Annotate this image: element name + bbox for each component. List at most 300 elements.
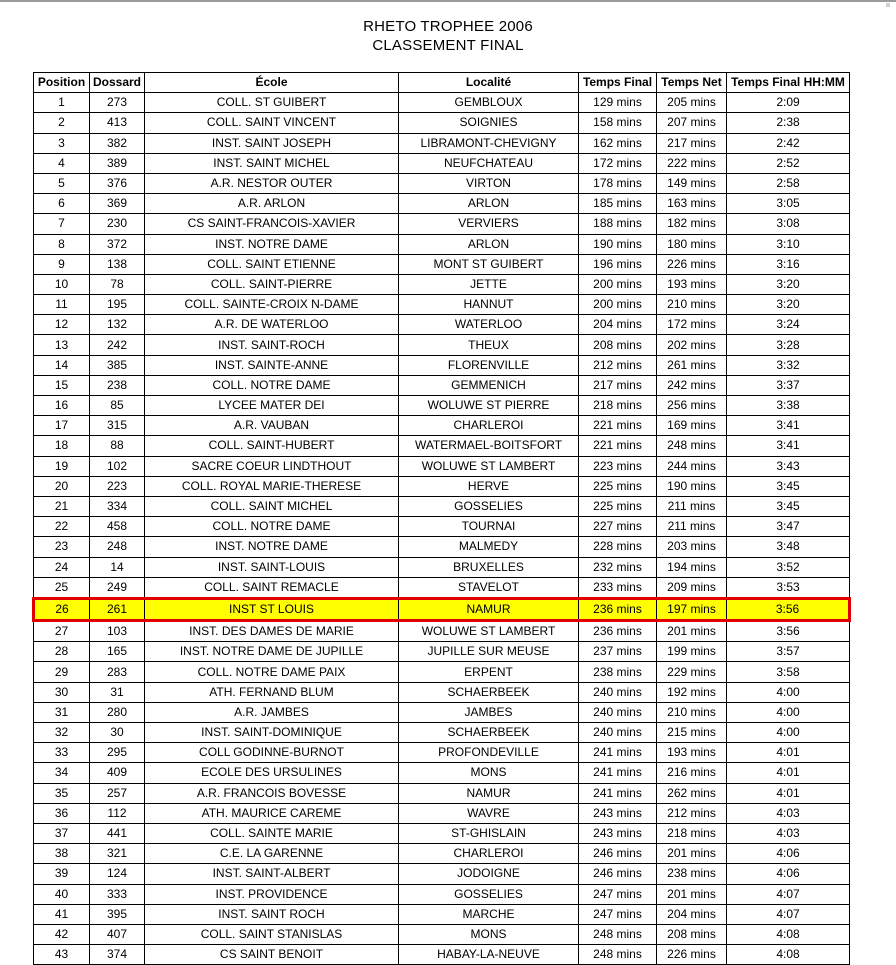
cell-dossard: 165 — [90, 642, 145, 662]
cell-temps-net: 222 mins — [657, 153, 727, 173]
cell-temps-hhmm: 2:42 — [727, 133, 850, 153]
cell-localite: JETTE — [399, 274, 579, 294]
cell-position: 17 — [34, 416, 90, 436]
table-row — [34, 214, 850, 234]
cell-localite: WATERMAEL-BOITSFORT — [399, 436, 579, 456]
cell-temps-hhmm: 2:09 — [727, 93, 850, 113]
cell-temps-hhmm: 3:43 — [727, 456, 850, 476]
table-row — [34, 173, 850, 193]
header-temps-hhmm: Temps Final HH:MM — [727, 73, 850, 93]
cell-temps-hhmm: 2:52 — [727, 153, 850, 173]
cell-temps-hhmm: 3:10 — [727, 234, 850, 254]
cell-ecole: INST. DES DAMES DE MARIE — [145, 621, 399, 642]
cell-dossard: 132 — [90, 315, 145, 335]
cell-position: 24 — [34, 557, 90, 577]
cell-temps-final: 200 mins — [579, 274, 657, 294]
cell-localite: JAMBES — [399, 702, 579, 722]
table-row — [34, 783, 850, 803]
cell-temps-net: 149 mins — [657, 173, 727, 193]
cell-localite: LIBRAMONT-CHEVIGNY — [399, 133, 579, 153]
cell-temps-final: 221 mins — [579, 436, 657, 456]
cell-ecole: COLL. ST GUIBERT — [145, 93, 399, 113]
cell-position: 21 — [34, 496, 90, 516]
cell-dossard: 407 — [90, 924, 145, 944]
cell-position: 1 — [34, 93, 90, 113]
cell-position: 42 — [34, 924, 90, 944]
cell-temps-net: 205 mins — [657, 93, 727, 113]
cell-dossard: 409 — [90, 763, 145, 783]
cell-temps-final: 236 mins — [579, 598, 657, 620]
cell-dossard: 369 — [90, 194, 145, 214]
table-row — [34, 823, 850, 843]
table-row — [34, 476, 850, 496]
table-row — [34, 723, 850, 743]
header-dossard: Dossard — [90, 73, 145, 93]
cell-temps-final: 190 mins — [579, 234, 657, 254]
cell-localite: STAVELOT — [399, 577, 579, 598]
cell-temps-net: 203 mins — [657, 537, 727, 557]
cell-dossard: 372 — [90, 234, 145, 254]
cell-temps-final: 200 mins — [579, 295, 657, 315]
cell-position: 3 — [34, 133, 90, 153]
document-title: RHETO TROPHEE 2006 — [363, 18, 533, 35]
cell-temps-final: 241 mins — [579, 743, 657, 763]
cell-temps-hhmm: 4:07 — [727, 904, 850, 924]
cell-dossard: 112 — [90, 803, 145, 823]
cell-temps-hhmm: 3:56 — [727, 621, 850, 642]
cell-ecole: INST. SAINT JOSEPH — [145, 133, 399, 153]
cell-temps-final: 227 mins — [579, 517, 657, 537]
cell-temps-hhmm: 4:06 — [727, 864, 850, 884]
cell-temps-final: 129 mins — [579, 93, 657, 113]
cell-temps-net: 193 mins — [657, 743, 727, 763]
cell-temps-final: 188 mins — [579, 214, 657, 234]
table-row — [34, 315, 850, 335]
cell-localite: WOLUWE ST LAMBERT — [399, 456, 579, 476]
cell-localite: MALMEDY — [399, 537, 579, 557]
table-row — [34, 375, 850, 395]
cell-ecole: INST ST LOUIS — [145, 598, 399, 620]
cell-localite: SOIGNIES — [399, 113, 579, 133]
header-position: Position — [34, 73, 90, 93]
cell-ecole: C.E. LA GARENNE — [145, 844, 399, 864]
cell-temps-hhmm: 3:56 — [727, 598, 850, 620]
cell-dossard: 261 — [90, 598, 145, 620]
cell-position: 35 — [34, 783, 90, 803]
cell-temps-net: 163 mins — [657, 194, 727, 214]
table-row — [34, 234, 850, 254]
cell-ecole: ECOLE DES URSULINES — [145, 763, 399, 783]
cell-temps-hhmm: 3:57 — [727, 642, 850, 662]
cell-temps-final: 158 mins — [579, 113, 657, 133]
cell-temps-net: 208 mins — [657, 924, 727, 944]
table-row — [34, 396, 850, 416]
results-table — [32, 72, 851, 965]
cell-temps-final: 240 mins — [579, 682, 657, 702]
cell-temps-hhmm: 4:01 — [727, 743, 850, 763]
cell-position: 27 — [34, 621, 90, 642]
cell-temps-final: 246 mins — [579, 844, 657, 864]
cell-localite: WOLUWE ST LAMBERT — [399, 621, 579, 642]
cell-dossard: 315 — [90, 416, 145, 436]
cell-dossard: 385 — [90, 355, 145, 375]
table-row — [34, 194, 850, 214]
cell-dossard: 321 — [90, 844, 145, 864]
cell-ecole: COLL. SAINT MICHEL — [145, 496, 399, 516]
cell-localite: ERPENT — [399, 662, 579, 682]
cell-position: 40 — [34, 884, 90, 904]
table-row — [34, 884, 850, 904]
cell-ecole: INST. SAINT ROCH — [145, 904, 399, 924]
cell-ecole: A.R. NESTOR OUTER — [145, 173, 399, 193]
cell-temps-final: 236 mins — [579, 621, 657, 642]
cell-dossard: 458 — [90, 517, 145, 537]
cell-dossard: 280 — [90, 702, 145, 722]
cell-localite: WOLUWE ST PIERRE — [399, 396, 579, 416]
cell-ecole: INST. SAINT-ROCH — [145, 335, 399, 355]
cell-localite: NAMUR — [399, 783, 579, 803]
cell-temps-net: 193 mins — [657, 274, 727, 294]
cell-dossard: 30 — [90, 723, 145, 743]
cell-temps-final: 172 mins — [579, 153, 657, 173]
cell-temps-hhmm: 4:08 — [727, 945, 850, 965]
cell-ecole: INST. SAINT-LOUIS — [145, 557, 399, 577]
cell-ecole: LYCEE MATER DEI — [145, 396, 399, 416]
cell-localite: FLORENVILLE — [399, 355, 579, 375]
window-corner-mark — [886, 3, 890, 7]
cell-localite: MONS — [399, 763, 579, 783]
cell-temps-final: 178 mins — [579, 173, 657, 193]
table-row — [34, 274, 850, 294]
cell-temps-final: 248 mins — [579, 924, 657, 944]
cell-ecole: INST. SAINTE-ANNE — [145, 355, 399, 375]
cell-temps-hhmm: 3:05 — [727, 194, 850, 214]
cell-temps-net: 229 mins — [657, 662, 727, 682]
cell-temps-net: 172 mins — [657, 315, 727, 335]
cell-position: 20 — [34, 476, 90, 496]
cell-localite: ARLON — [399, 234, 579, 254]
cell-temps-net: 192 mins — [657, 682, 727, 702]
cell-position: 12 — [34, 315, 90, 335]
cell-temps-final: 248 mins — [579, 945, 657, 965]
cell-temps-final: 240 mins — [579, 723, 657, 743]
cell-ecole: INST. SAINT MICHEL — [145, 153, 399, 173]
cell-localite: JODOIGNE — [399, 864, 579, 884]
cell-temps-hhmm: 3:41 — [727, 416, 850, 436]
cell-ecole: COLL. SAINT STANISLAS — [145, 924, 399, 944]
cell-dossard: 248 — [90, 537, 145, 557]
table-row — [34, 621, 850, 642]
cell-temps-net: 190 mins — [657, 476, 727, 496]
table-row — [34, 517, 850, 537]
cell-temps-hhmm: 3:37 — [727, 375, 850, 395]
cell-dossard: 195 — [90, 295, 145, 315]
cell-temps-net: 197 mins — [657, 598, 727, 620]
cell-position: 4 — [34, 153, 90, 173]
cell-temps-final: 233 mins — [579, 577, 657, 598]
cell-dossard: 376 — [90, 173, 145, 193]
cell-temps-net: 210 mins — [657, 295, 727, 315]
cell-temps-hhmm: 3:08 — [727, 214, 850, 234]
table-row — [34, 844, 850, 864]
cell-position: 39 — [34, 864, 90, 884]
cell-ecole: INST. NOTRE DAME DE JUPILLE — [145, 642, 399, 662]
cell-position: 28 — [34, 642, 90, 662]
cell-temps-hhmm: 4:00 — [727, 723, 850, 743]
table-row — [34, 436, 850, 456]
cell-dossard: 295 — [90, 743, 145, 763]
cell-ecole: COLL. SAINT-HUBERT — [145, 436, 399, 456]
table-row — [34, 557, 850, 577]
table-body — [34, 93, 850, 965]
cell-position: 25 — [34, 577, 90, 598]
cell-temps-net: 261 mins — [657, 355, 727, 375]
cell-temps-final: 243 mins — [579, 823, 657, 843]
cell-localite: CHARLEROI — [399, 416, 579, 436]
cell-localite: VIRTON — [399, 173, 579, 193]
cell-dossard: 223 — [90, 476, 145, 496]
cell-temps-hhmm: 4:01 — [727, 783, 850, 803]
table-row — [34, 537, 850, 557]
cell-temps-hhmm: 4:01 — [727, 763, 850, 783]
table-row — [34, 496, 850, 516]
cell-position: 31 — [34, 702, 90, 722]
cell-position: 38 — [34, 844, 90, 864]
cell-localite: MONS — [399, 924, 579, 944]
cell-temps-final: 243 mins — [579, 803, 657, 823]
cell-localite: ARLON — [399, 194, 579, 214]
cell-dossard: 257 — [90, 783, 145, 803]
table-row — [34, 763, 850, 783]
cell-temps-hhmm: 3:52 — [727, 557, 850, 577]
cell-localite: NAMUR — [399, 598, 579, 620]
cell-position: 16 — [34, 396, 90, 416]
cell-ecole: A.R. FRANCOIS BOVESSE — [145, 783, 399, 803]
cell-temps-net: 202 mins — [657, 335, 727, 355]
table-row — [34, 133, 850, 153]
cell-position: 6 — [34, 194, 90, 214]
header-ecole: École — [145, 73, 399, 93]
cell-dossard: 242 — [90, 335, 145, 355]
cell-temps-hhmm: 3:16 — [727, 254, 850, 274]
cell-localite: GEMMENICH — [399, 375, 579, 395]
window-top-border — [0, 0, 896, 2]
cell-ecole: COLL. SAINTE MARIE — [145, 823, 399, 843]
cell-temps-hhmm: 2:38 — [727, 113, 850, 133]
cell-temps-net: 201 mins — [657, 884, 727, 904]
cell-position: 33 — [34, 743, 90, 763]
cell-temps-final: 228 mins — [579, 537, 657, 557]
cell-temps-net: 201 mins — [657, 621, 727, 642]
cell-ecole: A.R. JAMBES — [145, 702, 399, 722]
cell-temps-hhmm: 3:53 — [727, 577, 850, 598]
table-row — [34, 803, 850, 823]
table-row — [34, 335, 850, 355]
cell-position: 41 — [34, 904, 90, 924]
cell-temps-net: 211 mins — [657, 517, 727, 537]
cell-temps-net: 218 mins — [657, 823, 727, 843]
cell-dossard: 124 — [90, 864, 145, 884]
cell-dossard: 441 — [90, 823, 145, 843]
cell-position: 8 — [34, 234, 90, 254]
cell-position: 34 — [34, 763, 90, 783]
document-subtitle: CLASSEMENT FINAL — [372, 37, 524, 54]
cell-ecole: ATH. FERNAND BLUM — [145, 682, 399, 702]
cell-temps-hhmm: 3:38 — [727, 396, 850, 416]
cell-dossard: 273 — [90, 93, 145, 113]
cell-localite: SCHAERBEEK — [399, 682, 579, 702]
table-row — [34, 416, 850, 436]
cell-temps-net: 180 mins — [657, 234, 727, 254]
cell-temps-net: 216 mins — [657, 763, 727, 783]
cell-position: 15 — [34, 375, 90, 395]
table-row — [34, 682, 850, 702]
cell-position: 9 — [34, 254, 90, 274]
cell-ecole: COLL. NOTRE DAME PAIX — [145, 662, 399, 682]
cell-temps-final: 212 mins — [579, 355, 657, 375]
table-row — [34, 642, 850, 662]
table-row — [34, 295, 850, 315]
table-row — [34, 254, 850, 274]
cell-temps-net: 204 mins — [657, 904, 727, 924]
table-row — [34, 924, 850, 944]
cell-localite: GOSSELIES — [399, 496, 579, 516]
cell-dossard: 238 — [90, 375, 145, 395]
cell-localite: SCHAERBEEK — [399, 723, 579, 743]
table-row — [34, 355, 850, 375]
cell-temps-hhmm: 3:45 — [727, 476, 850, 496]
cell-temps-hhmm: 3:45 — [727, 496, 850, 516]
cell-localite: THEUX — [399, 335, 579, 355]
cell-temps-hhmm: 3:47 — [727, 517, 850, 537]
cell-ecole: SACRE COEUR LINDTHOUT — [145, 456, 399, 476]
cell-temps-hhmm: 4:00 — [727, 682, 850, 702]
cell-dossard: 333 — [90, 884, 145, 904]
cell-position: 2 — [34, 113, 90, 133]
cell-temps-net: 201 mins — [657, 844, 727, 864]
table-row — [34, 743, 850, 763]
cell-localite: GOSSELIES — [399, 884, 579, 904]
cell-temps-final: 237 mins — [579, 642, 657, 662]
cell-localite: GEMBLOUX — [399, 93, 579, 113]
table-row — [34, 456, 850, 476]
cell-temps-net: 215 mins — [657, 723, 727, 743]
cell-temps-net: 244 mins — [657, 456, 727, 476]
cell-temps-hhmm: 4:03 — [727, 803, 850, 823]
cell-position: 37 — [34, 823, 90, 843]
cell-temps-net: 211 mins — [657, 496, 727, 516]
cell-temps-net: 256 mins — [657, 396, 727, 416]
cell-temps-final: 225 mins — [579, 476, 657, 496]
cell-temps-hhmm: 3:48 — [727, 537, 850, 557]
cell-dossard: 374 — [90, 945, 145, 965]
cell-temps-final: 241 mins — [579, 783, 657, 803]
cell-temps-net: 248 mins — [657, 436, 727, 456]
cell-dossard: 413 — [90, 113, 145, 133]
cell-temps-final: 208 mins — [579, 335, 657, 355]
cell-dossard: 382 — [90, 133, 145, 153]
cell-localite: VERVIERS — [399, 214, 579, 234]
cell-temps-hhmm: 4:08 — [727, 924, 850, 944]
cell-temps-final: 223 mins — [579, 456, 657, 476]
cell-temps-hhmm: 4:07 — [727, 884, 850, 904]
cell-localite: NEUFCHATEAU — [399, 153, 579, 173]
cell-ecole: COLL. ROYAL MARIE-THERESE — [145, 476, 399, 496]
cell-ecole: A.R. DE WATERLOO — [145, 315, 399, 335]
cell-temps-net: 226 mins — [657, 945, 727, 965]
cell-temps-net: 217 mins — [657, 133, 727, 153]
cell-temps-hhmm: 3:20 — [727, 274, 850, 294]
cell-localite: BRUXELLES — [399, 557, 579, 577]
cell-temps-net: 194 mins — [657, 557, 727, 577]
cell-temps-net: 212 mins — [657, 803, 727, 823]
cell-dossard: 283 — [90, 662, 145, 682]
cell-position: 18 — [34, 436, 90, 456]
cell-temps-hhmm: 4:00 — [727, 702, 850, 722]
cell-localite: JUPILLE SUR MEUSE — [399, 642, 579, 662]
cell-temps-hhmm: 3:24 — [727, 315, 850, 335]
cell-temps-final: 185 mins — [579, 194, 657, 214]
cell-position: 29 — [34, 662, 90, 682]
cell-dossard: 138 — [90, 254, 145, 274]
cell-dossard: 78 — [90, 274, 145, 294]
table-row — [34, 662, 850, 682]
cell-position: 10 — [34, 274, 90, 294]
cell-ecole: A.R. ARLON — [145, 194, 399, 214]
cell-temps-final: 221 mins — [579, 416, 657, 436]
cell-temps-net: 238 mins — [657, 864, 727, 884]
cell-position: 30 — [34, 682, 90, 702]
cell-position: 36 — [34, 803, 90, 823]
cell-position: 11 — [34, 295, 90, 315]
header-temps-net: Temps Net — [657, 73, 727, 93]
cell-localite: HANNUT — [399, 295, 579, 315]
cell-position: 32 — [34, 723, 90, 743]
cell-localite: WAVRE — [399, 803, 579, 823]
cell-temps-final: 232 mins — [579, 557, 657, 577]
cell-temps-hhmm: 3:32 — [727, 355, 850, 375]
table-row — [34, 93, 850, 113]
cell-temps-final: 196 mins — [579, 254, 657, 274]
cell-localite: HERVE — [399, 476, 579, 496]
cell-dossard: 334 — [90, 496, 145, 516]
cell-localite: ST-GHISLAIN — [399, 823, 579, 843]
cell-localite: CHARLEROI — [399, 844, 579, 864]
cell-ecole: INST. NOTRE DAME — [145, 234, 399, 254]
cell-ecole: INST. PROVIDENCE — [145, 884, 399, 904]
cell-position: 13 — [34, 335, 90, 355]
cell-position: 14 — [34, 355, 90, 375]
cell-ecole: CS SAINT-FRANCOIS-XAVIER — [145, 214, 399, 234]
cell-temps-net: 182 mins — [657, 214, 727, 234]
cell-ecole: COLL. NOTRE DAME — [145, 375, 399, 395]
cell-ecole: CS SAINT BENOIT — [145, 945, 399, 965]
cell-localite: PROFONDEVILLE — [399, 743, 579, 763]
cell-position: 5 — [34, 173, 90, 193]
cell-temps-final: 217 mins — [579, 375, 657, 395]
cell-temps-final: 225 mins — [579, 496, 657, 516]
cell-temps-hhmm: 4:03 — [727, 823, 850, 843]
cell-temps-final: 247 mins — [579, 904, 657, 924]
cell-position: 7 — [34, 214, 90, 234]
cell-temps-hhmm: 3:20 — [727, 295, 850, 315]
table-row — [34, 702, 850, 722]
cell-ecole: ATH. MAURICE CAREME — [145, 803, 399, 823]
cell-temps-hhmm: 3:58 — [727, 662, 850, 682]
table-header-row — [34, 73, 850, 93]
cell-temps-net: 169 mins — [657, 416, 727, 436]
cell-temps-net: 199 mins — [657, 642, 727, 662]
